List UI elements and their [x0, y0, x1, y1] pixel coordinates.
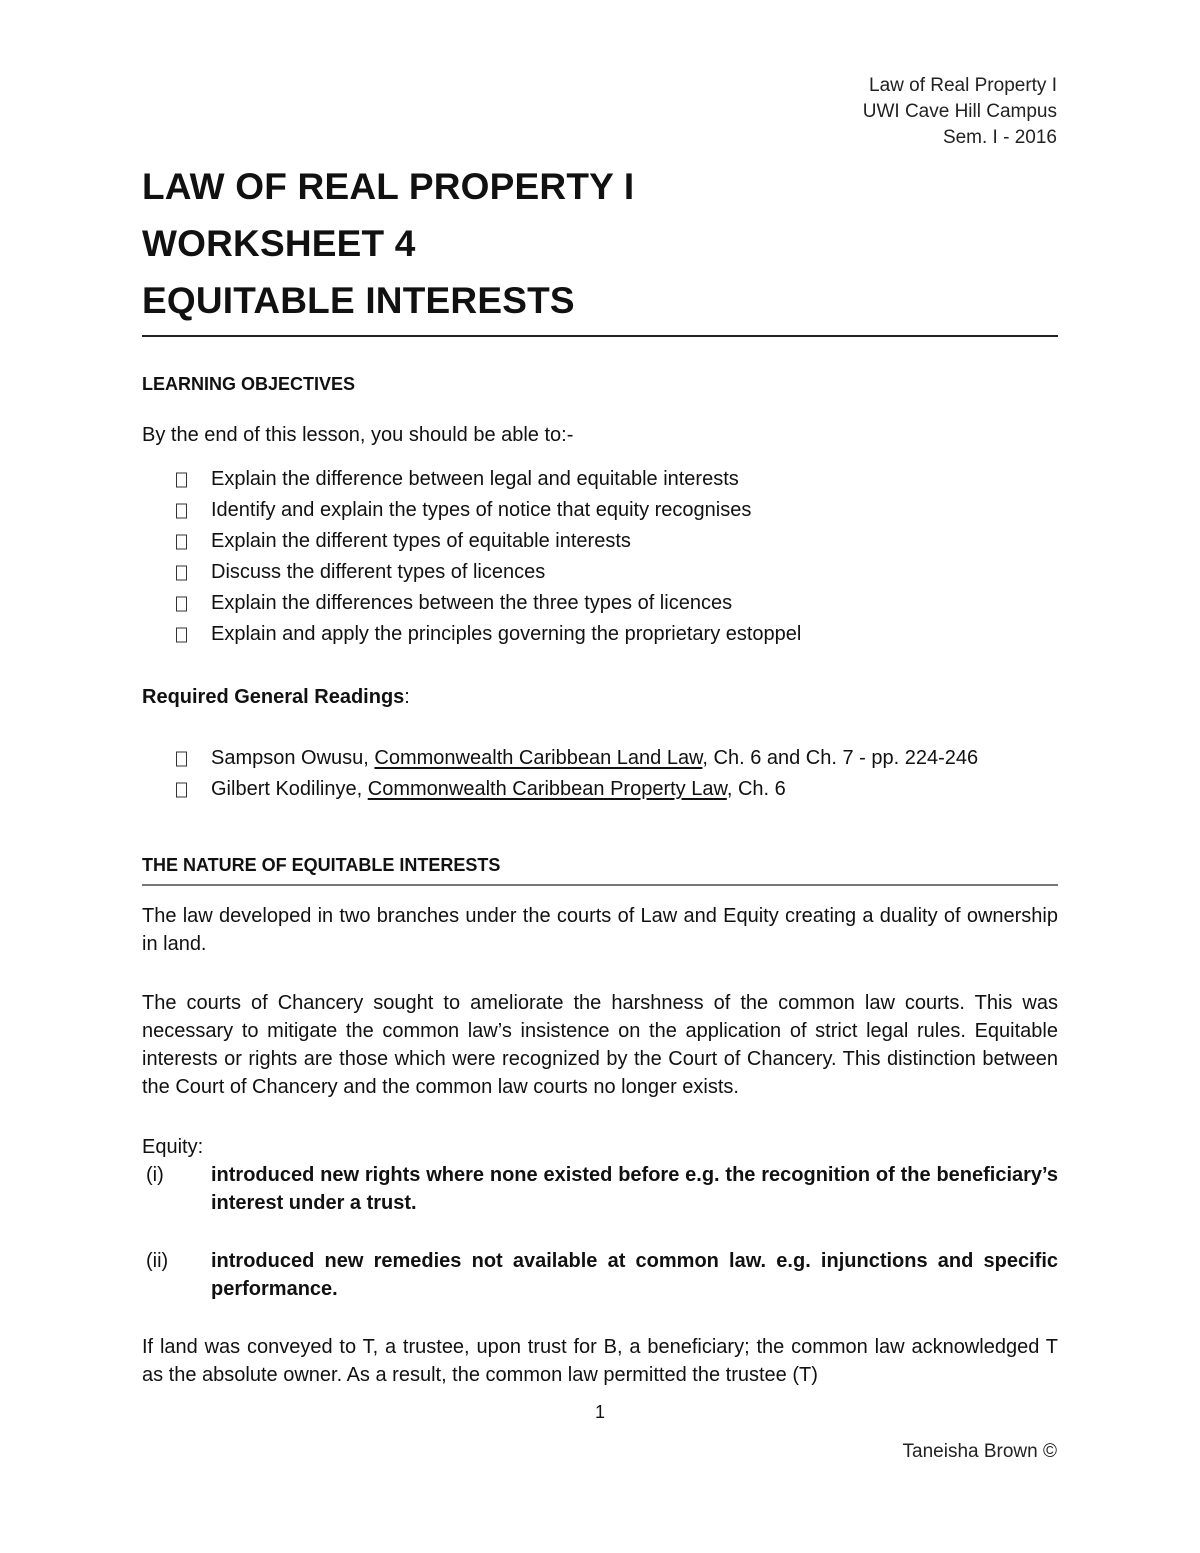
list-item: Explain the different types of equitable interests [142, 526, 1058, 557]
objectives-intro: By the end of this lesson, you should be able to:- [142, 424, 574, 446]
list-item: Explain the difference between legal and equitable interests [142, 464, 1058, 495]
list-item [142, 1161, 1058, 1217]
bullet-icon [176, 565, 187, 580]
bullet-icon [176, 782, 187, 797]
objectives-list [142, 464, 1058, 650]
title-line-1: LAW OF REAL PROPERTY I [142, 166, 635, 207]
bullet-icon [176, 472, 187, 487]
book-title: Commonwealth Caribbean Land Law [374, 747, 703, 769]
bullet-icon [176, 534, 187, 549]
item-text: introduced new rights where none existed before e.g. the recognition of the beneficiary’s interest under a trust. [211, 1164, 1058, 1214]
item-number: (ii) [146, 1250, 169, 1272]
list-item: Sampson Owusu, Commonwealth Caribbean Land Law, Ch. 6 and Ch. 7 - pp. 224-246 [142, 743, 1058, 774]
header-course: Law of Real Property I [869, 75, 1057, 96]
list-item: Gilbert Kodilinye, Commonwealth Caribbean Property Law, Ch. 6 [142, 774, 1058, 805]
readings-list [142, 743, 1058, 805]
list-item: Identify and explain the types of notice that equity recognises [142, 495, 1058, 526]
objectives-heading: LEARNING OBJECTIVES [142, 374, 356, 394]
section-heading: THE NATURE OF EQUITABLE INTERESTS [142, 855, 1058, 886]
list-item: Explain the differences between the three types of licences [142, 588, 1058, 619]
equity-label: Equity: [142, 1136, 204, 1158]
running-header [863, 73, 1057, 151]
list-item: Explain and apply the principles governing the proprietary estoppel [142, 619, 1058, 650]
bullet-icon [176, 627, 187, 642]
list-item: Discuss the different types of licences [142, 557, 1058, 588]
book-title: Commonwealth Caribbean Property Law [367, 778, 727, 800]
bullet-icon [176, 503, 187, 518]
paragraph-1: The law developed in two branches under the courts of Law and Equity creating a duality of ownership in land. [142, 905, 1058, 955]
title-line-2: WORKSHEET 4 [142, 223, 416, 264]
page-number: 1 [594, 1402, 605, 1422]
header-campus: UWI Cave Hill Campus [862, 101, 1057, 122]
footer-author: Taneisha Brown © [902, 1441, 1057, 1462]
list-item [142, 1247, 1058, 1303]
item-text: introduced new remedies not available at common law. e.g. injunctions and specific performance. [211, 1250, 1058, 1300]
paragraph-2: The courts of Chancery sought to ameliorate the harshness of the common law courts. This was necessary to mitigate the common law’s insistence on the application of strict legal rules. Equitable interests or rights are those which were recognized by the Court of Chancery. This distinction between the Court of Chancery and the common law courts no longer exists. [142, 992, 1058, 1098]
header-semester: Sem. I - 2016 [942, 127, 1057, 148]
paragraph-3: If land was conveyed to T, a trustee, upon trust for B, a beneficiary; the common law acknowledged T as the absolute owner. As a result, the common law permitted the trustee (T) [142, 1336, 1058, 1386]
document-title [142, 158, 1058, 337]
item-number: (i) [146, 1164, 164, 1186]
readings-heading: Required General Readings: [142, 686, 410, 708]
bullet-icon [176, 751, 187, 766]
bullet-icon [176, 596, 187, 611]
title-line-3: EQUITABLE INTERESTS [142, 280, 575, 321]
